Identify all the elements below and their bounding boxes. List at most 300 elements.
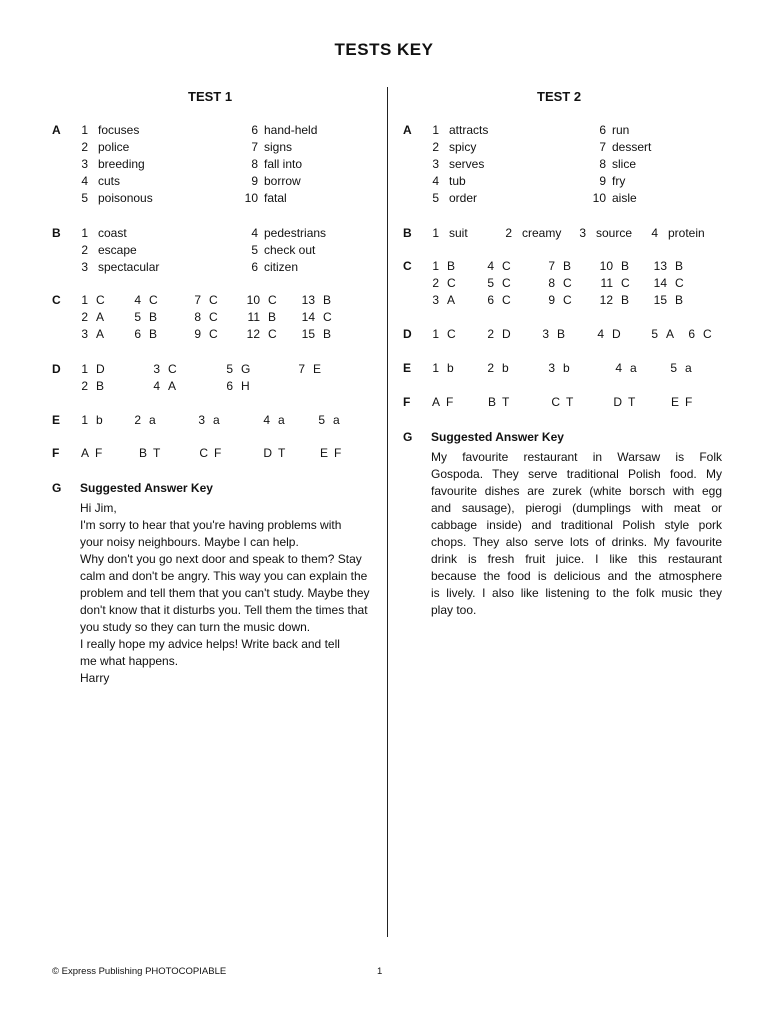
- test1-d-item-answer: D: [96, 362, 105, 376]
- test2-c-item: [540, 258, 571, 275]
- test2-f-item: [613, 394, 635, 411]
- test2-c-item: [540, 275, 572, 292]
- test2-b-item-number: 3: [579, 226, 586, 240]
- test1-c-item-number: 12: [246, 327, 260, 341]
- test1-f-item-number: B: [138, 446, 147, 460]
- test2-a-item: [586, 139, 651, 156]
- footer-publisher: [52, 966, 226, 977]
- test1-c-item-answer: B: [268, 310, 277, 324]
- test1-e-item: [310, 412, 340, 429]
- test1-b-item: [238, 259, 298, 276]
- test1-c-item-number: 5: [134, 310, 141, 324]
- test1-b-item-number: 5: [251, 243, 258, 257]
- test1-e-item-answer: b: [96, 413, 103, 427]
- test2-a-item: [586, 122, 629, 139]
- test1-a-item: [73, 122, 139, 139]
- test2-e-item-answer: a: [685, 361, 692, 375]
- test1-a-item-answer: poisonous: [98, 191, 153, 205]
- test2-c-item-answer: C: [502, 276, 511, 290]
- test1-a-item: [238, 173, 301, 190]
- test2-f-item: [487, 394, 509, 411]
- test2-section-c-label: C: [403, 259, 412, 273]
- test1-g-line: me what happens.: [80, 654, 179, 668]
- test1-b-item-answer: pedestrians: [264, 226, 327, 240]
- test2-c-item-number: 5: [487, 276, 494, 290]
- test2-e-item-number: 4: [615, 361, 622, 375]
- test2-a-item-number: 6: [599, 123, 606, 137]
- test1-e-item: [255, 412, 285, 429]
- test1-b-item-answer: coast: [98, 226, 127, 240]
- test2-a-item: [424, 156, 484, 173]
- test1-c-item-answer: B: [323, 293, 332, 307]
- test1-c-item-number: 14: [301, 310, 315, 324]
- test1-a-item-number: 1: [81, 123, 88, 137]
- test2-c-item-answer: C: [502, 293, 511, 307]
- test2-c-item-number: 14: [653, 276, 667, 290]
- test1-b-item: [73, 259, 159, 276]
- test2-c-item-answer: C: [675, 276, 684, 290]
- test1-a-item-number: 8: [251, 157, 258, 171]
- test1-f-item: [138, 445, 160, 462]
- test1-c-item-answer: B: [323, 327, 332, 341]
- test1-a-item-answer: fatal: [264, 191, 287, 205]
- test2-d-item-answer: A: [666, 327, 675, 341]
- test1-section-b-label: B: [52, 226, 61, 240]
- test2-c-item: [479, 292, 511, 309]
- test2-f-item: [551, 394, 573, 411]
- test1-section-a-label: A: [52, 123, 61, 137]
- test1-g-line: I'm sorry to hear that you're having problems with: [80, 518, 342, 532]
- test1-c-item: [186, 309, 218, 326]
- copyright-icon: ©: [52, 966, 59, 977]
- test2-c-item-number: 7: [548, 259, 555, 273]
- test1-c-item-number: 8: [194, 310, 201, 324]
- test1-d-item-number: 7: [298, 362, 305, 376]
- test1-c-item-number: 1: [81, 293, 88, 307]
- test2-b-item-answer: suit: [449, 226, 468, 240]
- test1-c-item-answer: B: [149, 327, 158, 341]
- test2-g-line: cabbage inside) and traditional Polish style pork: [431, 518, 722, 532]
- test2-e-item: [479, 360, 509, 377]
- test1-b-item-number: 2: [81, 243, 88, 257]
- test1-f-item-number: E: [319, 446, 328, 460]
- test1-f-item-answer: F: [214, 446, 222, 460]
- test1-c-item: [126, 309, 157, 326]
- test2-a-item-answer: fry: [612, 174, 626, 188]
- test2-section-f-label: F: [403, 395, 411, 409]
- test1-e-item-answer: a: [149, 413, 156, 427]
- test1-a-item: [73, 139, 129, 156]
- test1-d-item-answer: A: [168, 379, 177, 393]
- test1-c-item-answer: C: [268, 327, 277, 341]
- test1-d-item: [218, 361, 250, 378]
- test1-a-item-answer: focuses: [98, 123, 140, 137]
- test1-b-item-answer: spectacular: [98, 260, 160, 274]
- test2-e-item: [662, 360, 692, 377]
- test1-c-item-answer: B: [149, 310, 158, 324]
- test2-a-item-number: 8: [599, 157, 606, 171]
- test1-f-item: [263, 445, 285, 462]
- test1-c-item-answer: A: [96, 327, 105, 341]
- test1-b-item: [238, 225, 326, 242]
- test2-c-item-number: 1: [432, 259, 439, 273]
- test2-c-item-answer: B: [675, 293, 684, 307]
- test1-c-item-number: 15: [301, 327, 315, 341]
- test1-c-item: [186, 292, 218, 309]
- test2-c-item-answer: C: [502, 259, 511, 273]
- test2-c-item-answer: C: [621, 276, 630, 290]
- test1-a-item-number: 9: [251, 174, 258, 188]
- test2-c-item-number: 10: [599, 259, 613, 273]
- test2-f-item-answer: T: [502, 395, 510, 409]
- test1-c-item-number: 2: [81, 310, 88, 324]
- test1-c-item: [245, 292, 277, 309]
- test2-b-item-answer: creamy: [522, 226, 562, 240]
- test2-f-item-number: E: [670, 395, 679, 409]
- test2-a-item-answer: dessert: [612, 140, 652, 154]
- test2-f-item: [431, 394, 453, 411]
- test2-d-item-number: 1: [432, 327, 439, 341]
- test2-section-d-label: D: [403, 327, 412, 341]
- test1-d-item: [145, 361, 177, 378]
- test1-section-e-label: E: [52, 413, 61, 427]
- test2-c-item-number: 9: [548, 293, 555, 307]
- test2-a-item-number: 9: [599, 174, 606, 188]
- test2-c-item: [652, 258, 683, 275]
- test2-d-item-number: 6: [688, 327, 695, 341]
- test2-c-item: [424, 275, 456, 292]
- test2-e-item-number: 5: [670, 361, 677, 375]
- test2-d-item-answer: C: [703, 327, 712, 341]
- test1-g-title: Suggested Answer Key: [80, 481, 213, 495]
- test1-section-f-label: F: [52, 446, 60, 460]
- test1-b-item-number: 4: [251, 226, 258, 240]
- test2-d-item: [534, 326, 565, 343]
- test1-d-item-answer: B: [96, 379, 105, 393]
- test2-a-item-answer: run: [612, 123, 630, 137]
- test2-e-item-number: 3: [548, 361, 555, 375]
- test2-a-item-number: 1: [432, 123, 439, 137]
- test1-c-item-answer: C: [96, 293, 105, 307]
- test1-b-item: [238, 242, 315, 259]
- test1-d-item-number: 1: [81, 362, 88, 376]
- test1-c-item: [126, 326, 157, 343]
- test2-a-item-number: 2: [432, 140, 439, 154]
- test2-c-item-answer: B: [621, 293, 630, 307]
- page-number: 1: [377, 966, 383, 977]
- test1-a-item: [238, 122, 317, 139]
- test2-f-item-answer: T: [566, 395, 574, 409]
- test1-a-item-answer: cuts: [98, 174, 121, 188]
- test2-f-item-answer: F: [446, 395, 454, 409]
- test1-c-item-number: 6: [134, 327, 141, 341]
- test1-a-item: [238, 156, 302, 173]
- test2-d-item: [479, 326, 511, 343]
- test2-a-item: [586, 173, 625, 190]
- test1-d-item-number: 3: [153, 362, 160, 376]
- test1-a-item-number: 3: [81, 157, 88, 171]
- test2-g-line: play too.: [431, 603, 477, 617]
- test2-d-item-answer: D: [502, 327, 511, 341]
- test2-f-item-number: B: [487, 395, 496, 409]
- test1-g-line: I really hope my advice helps! Write back and tell: [80, 637, 340, 651]
- test2-a-item: [424, 139, 476, 156]
- test2-e-item-answer: b: [447, 361, 454, 375]
- test1-c-item-answer: A: [96, 310, 105, 324]
- test1-f-item-number: C: [199, 446, 208, 460]
- test2-d-item-number: 4: [597, 327, 604, 341]
- test2-b-item-answer: protein: [668, 226, 705, 240]
- test1-e-item-answer: a: [213, 413, 220, 427]
- test1-c-item-number: 3: [81, 327, 88, 341]
- test2-b-item-number: 2: [505, 226, 512, 240]
- test2-g-line: drink is fresh fruit juice. I like this restaurant: [431, 552, 722, 566]
- test2-f-item-number: D: [613, 395, 622, 409]
- test1-c-item-answer: C: [268, 293, 277, 307]
- test1-c-item-number: 4: [134, 293, 141, 307]
- test2-e-item: [540, 360, 570, 377]
- test1-c-item: [186, 326, 218, 343]
- test2-e-item-answer: b: [502, 361, 509, 375]
- test2-c-item: [598, 258, 629, 275]
- test1-c-item: [245, 309, 276, 326]
- test1-f-item: [80, 445, 102, 462]
- test1-d-item-answer: H: [241, 379, 250, 393]
- test1-f-item: [319, 445, 341, 462]
- test1-a-item: [238, 139, 292, 156]
- test2-g-line: Gospoda. They serve traditional Polish food. My: [431, 467, 722, 481]
- test1-g-line: calm and don't be angry. This way you can explain the: [80, 569, 368, 583]
- test1-d-item-number: 4: [153, 379, 160, 393]
- test2-c-item: [652, 292, 683, 309]
- test2-section-e-label: E: [403, 361, 412, 375]
- test1-e-item-number: 5: [318, 413, 325, 427]
- test2-a-item-number: 5: [432, 191, 439, 205]
- test1-c-item-answer: C: [149, 293, 158, 307]
- test2-d-item-number: 3: [542, 327, 549, 341]
- test1-c-item-answer: C: [209, 327, 218, 341]
- test1-f-item-number: D: [263, 446, 272, 460]
- test2-a-item-answer: spicy: [449, 140, 477, 154]
- test2-c-item-number: 3: [432, 293, 439, 307]
- test2-a-item-number: 4: [432, 174, 439, 188]
- test2-g-line: chops. They also serve lots of drinks. My favourite: [431, 535, 722, 549]
- test2-f-item-number: C: [551, 395, 560, 409]
- test1-a-item-answer: fall into: [264, 157, 303, 171]
- test2-c-item-number: 15: [653, 293, 667, 307]
- test2-c-item-number: 8: [548, 276, 555, 290]
- test2-a-item-number: 3: [432, 157, 439, 171]
- test1-g-line: Hi Jim,: [80, 501, 117, 515]
- test2-b-item-number: 4: [651, 226, 658, 240]
- test1-f-item: [199, 445, 221, 462]
- test1-c-item-number: 13: [301, 293, 315, 307]
- test2-b-item: [643, 225, 705, 242]
- test2-g-line: favourite dishes are zurek (white borsch with egg: [431, 484, 722, 498]
- test1-d-item-answer: E: [313, 362, 322, 376]
- test2-c-item: [598, 275, 630, 292]
- test1-g-line: problem and tell them that you can't study. Maybe they: [80, 586, 370, 600]
- test1-d-item: [73, 378, 104, 395]
- test2-a-item: [424, 190, 477, 207]
- test1-section-g-label: G: [52, 481, 62, 495]
- test2-c-item-number: 4: [487, 259, 494, 273]
- test2-f-item-answer: F: [685, 395, 693, 409]
- test1-section-d-label: D: [52, 362, 61, 376]
- test2-a-item-answer: serves: [449, 157, 485, 171]
- test2-f-item-answer: T: [628, 395, 636, 409]
- test2-g-line: My favourite restaurant in Warsaw is Folk: [431, 450, 722, 464]
- test2-c-item-number: 13: [653, 259, 667, 273]
- test2-b-item: [571, 225, 632, 242]
- test2-c-item-answer: B: [621, 259, 630, 273]
- test1-b-item: [73, 225, 127, 242]
- test1-b-item-answer: escape: [98, 243, 137, 257]
- test1-c-item-answer: C: [209, 310, 218, 324]
- publisher-text: Express Publishing PHOTOCOPIABLE: [61, 966, 227, 977]
- test1-e-item-number: 2: [134, 413, 141, 427]
- test1-b-item-number: 6: [251, 260, 258, 274]
- test1-heading: TEST 1: [188, 89, 233, 104]
- test2-c-item: [479, 275, 511, 292]
- test2-c-item-answer: C: [563, 276, 572, 290]
- test1-a-item: [73, 173, 120, 190]
- test1-c-item: [245, 326, 277, 343]
- test1-c-item: [73, 309, 104, 326]
- test1-g-line: your noisy neighbours. Maybe I can help.: [80, 535, 299, 549]
- test2-f-item-number: A: [431, 395, 440, 409]
- test1-f-item-answer: T: [153, 446, 161, 460]
- test2-g-line: and sausage), pierogi (dumplings with meat or: [431, 501, 722, 515]
- test2-a-item-number: 10: [592, 191, 606, 205]
- test2-d-item: [680, 326, 712, 343]
- test1-c-item-number: 9: [194, 327, 201, 341]
- test1-g-line: Harry: [80, 671, 110, 685]
- test2-g-line: because the food is delicious and the atmosphere: [431, 569, 722, 583]
- test1-e-item-number: 1: [81, 413, 88, 427]
- test2-f-item: [670, 394, 692, 411]
- test1-f-item-answer: T: [278, 446, 286, 460]
- test2-d-item-answer: C: [447, 327, 456, 341]
- test1-a-item-answer: hand-held: [264, 123, 318, 137]
- test2-c-item-answer: C: [447, 276, 456, 290]
- test2-c-item-answer: A: [447, 293, 456, 307]
- test2-a-item-answer: slice: [612, 157, 637, 171]
- test2-section-b-label: B: [403, 226, 412, 240]
- test1-a-item: [238, 190, 287, 207]
- test2-c-item: [540, 292, 572, 309]
- test2-c-item: [479, 258, 511, 275]
- test1-d-item: [218, 378, 250, 395]
- test1-a-item-number: 7: [251, 140, 258, 154]
- test2-section-a-label: A: [403, 123, 412, 137]
- test1-d-item-answer: C: [168, 362, 177, 376]
- test2-g-line: is lively. I also like listening to the folk music they: [431, 586, 722, 600]
- test1-c-item-answer: C: [323, 310, 332, 324]
- test1-d-item-number: 2: [81, 379, 88, 393]
- test1-b-item-answer: check out: [264, 243, 316, 257]
- test2-e-item-answer: b: [563, 361, 570, 375]
- test1-c-item: [73, 326, 104, 343]
- test2-c-item-answer: B: [675, 259, 684, 273]
- test2-b-item-answer: source: [596, 226, 633, 240]
- test1-d-item: [290, 361, 321, 378]
- test2-c-item: [424, 258, 455, 275]
- test2-e-item-number: 1: [432, 361, 439, 375]
- test1-g-line: you study so they can turn the music down.: [80, 620, 311, 634]
- test2-a-item-answer: aisle: [612, 191, 637, 205]
- test2-d-item: [589, 326, 621, 343]
- page-title: TESTS KEY: [334, 40, 434, 59]
- test1-g-line: don't know that it disturbs you. Tell them the times that: [80, 603, 368, 617]
- test2-c-item-number: 6: [487, 293, 494, 307]
- test1-d-item: [73, 361, 105, 378]
- test1-f-item-answer: F: [95, 446, 103, 460]
- test1-e-item-answer: a: [333, 413, 340, 427]
- test2-c-item-answer: B: [563, 259, 572, 273]
- test1-d-item-number: 6: [226, 379, 233, 393]
- test2-c-item-answer: C: [563, 293, 572, 307]
- test1-c-item: [300, 309, 332, 326]
- test1-a-item: [73, 156, 145, 173]
- test2-d-item-number: 2: [487, 327, 494, 341]
- test2-heading: TEST 2: [537, 89, 582, 104]
- test1-c-item-number: 7: [194, 293, 201, 307]
- test2-d-item-number: 5: [651, 327, 658, 341]
- test2-b-item-number: 1: [432, 226, 439, 240]
- test2-d-item: [424, 326, 456, 343]
- test1-a-item: [73, 190, 153, 207]
- test1-b-item-number: 1: [81, 226, 88, 240]
- test1-c-item: [73, 292, 105, 309]
- test1-d-item: [145, 378, 176, 395]
- test1-a-item-answer: borrow: [264, 174, 301, 188]
- test2-e-item: [607, 360, 637, 377]
- test2-c-item-answer: B: [447, 259, 456, 273]
- test2-e-item-number: 2: [487, 361, 494, 375]
- test2-b-item: [497, 225, 561, 242]
- test1-section-c-label: C: [52, 293, 61, 307]
- test1-a-item-answer: signs: [264, 140, 293, 154]
- test2-c-item: [652, 275, 684, 292]
- test1-c-item-number: 10: [246, 293, 260, 307]
- test2-a-item-answer: attracts: [449, 123, 489, 137]
- test1-a-item-number: 10: [244, 191, 258, 205]
- test2-d-item: [643, 326, 674, 343]
- test1-a-item-number: 6: [251, 123, 258, 137]
- test2-b-item: [424, 225, 468, 242]
- test1-a-item-number: 5: [81, 191, 88, 205]
- test2-g-title: Suggested Answer Key: [431, 430, 564, 444]
- column-divider: [387, 87, 388, 937]
- test2-c-item-number: 11: [600, 276, 613, 290]
- test1-c-item-number: 11: [247, 310, 260, 324]
- test2-a-item: [424, 173, 466, 190]
- test1-c-item: [126, 292, 158, 309]
- test1-a-item-number: 4: [81, 174, 88, 188]
- test1-c-item-answer: C: [209, 293, 218, 307]
- test1-a-item-number: 2: [81, 140, 88, 154]
- test1-b-item: [73, 242, 137, 259]
- test2-a-item-number: 7: [599, 140, 606, 154]
- test1-d-item-answer: G: [241, 362, 251, 376]
- test2-d-item-answer: B: [557, 327, 566, 341]
- test2-a-item: [424, 122, 488, 139]
- test1-e-item: [190, 412, 220, 429]
- test1-c-item: [300, 292, 331, 309]
- test2-a-item: [586, 190, 637, 207]
- test1-f-item-answer: F: [334, 446, 342, 460]
